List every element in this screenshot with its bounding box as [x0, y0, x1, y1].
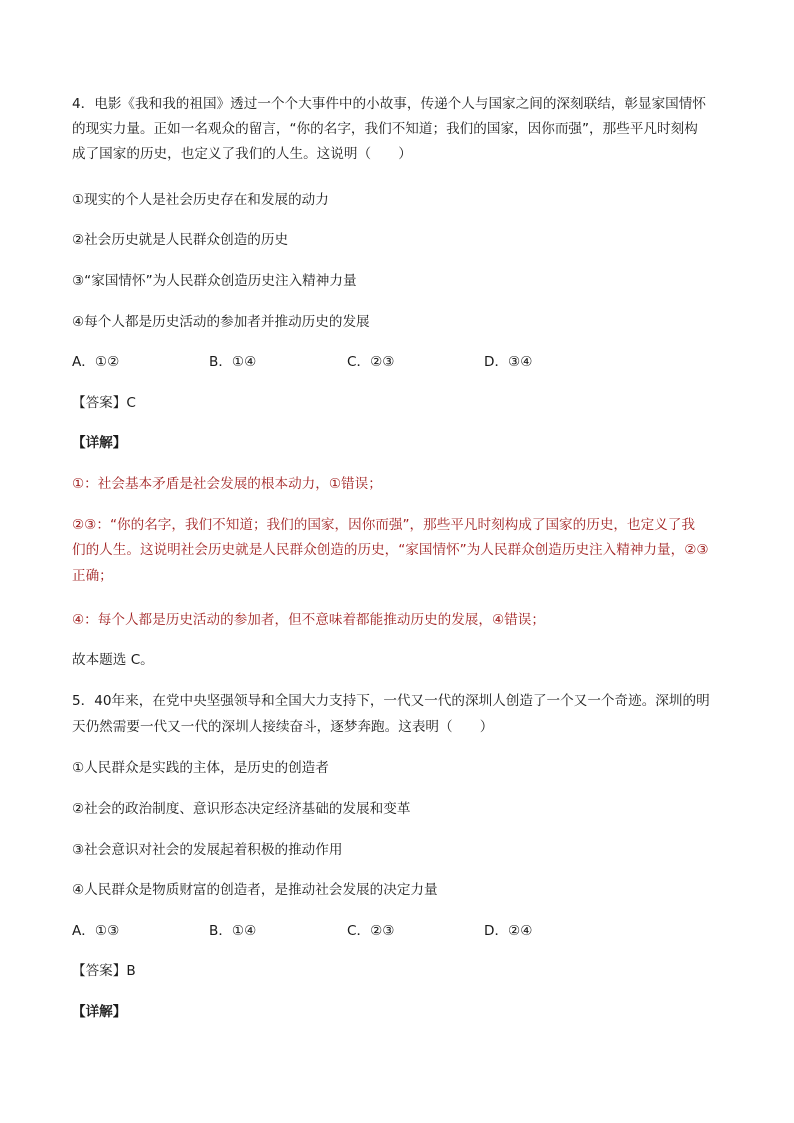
q4-item-1: ①现实的个人是社会历史存在和发展的动力 [72, 192, 329, 208]
q4-option-d: D．③④ [484, 354, 533, 370]
q4-option-a: A．①② [72, 354, 120, 370]
q4-item-4: ④每个人都是历史活动的参加者并推动历史的发展 [72, 314, 370, 330]
q5-answer: 【答案】B [72, 963, 136, 979]
q4-option-b: B．①④ [209, 354, 257, 370]
q4-stem-line-2: 的现实力量。正如一名观众的留言，“你的名字，我们不知道；我们的国家，因你而强”，那些平凡时刻构 [72, 121, 698, 137]
q5-item-1: ①人民群众是实践的主体，是历史的创造者 [72, 760, 329, 776]
q5-option-a: A．①③ [72, 923, 120, 939]
q4-option-c: C．②③ [347, 354, 395, 370]
q4-stem-line-1: 4．电影《我和我的祖国》透过一个个大事件中的小故事，传递个人与国家之间的深刻联结，彰显家国情怀 [72, 96, 706, 112]
q5-item-2: ②社会的政治制度、意识形态决定经济基础的发展和变革 [72, 801, 411, 817]
q5-option-d: D．②④ [484, 923, 533, 939]
q4-analysis-2: ②③：“你的名字，我们不知道；我们的国家，因你而强”，那些平凡时刻构成了国家的历史，也定义了我 [72, 517, 695, 533]
q4-stem-line-3: 成了国家的历史，也定义了我们的人生。这说明（ ） [72, 146, 412, 162]
q4-detail-title: 【详解】 [72, 435, 127, 451]
q4-answer: 【答案】C [72, 395, 136, 411]
q4-conclusion: 故本题选 C。 [72, 652, 154, 668]
q4-item-3: ③“家国情怀”为人民群众创造历史注入精神力量 [72, 273, 357, 289]
q4-analysis-3: 们的人生。这说明社会历史就是人民群众创造的历史，“家国情怀”为人民群众创造历史注入精神力量，②③ [72, 542, 709, 558]
q5-option-c: C．②③ [347, 923, 395, 939]
q5-option-b: B．①④ [209, 923, 257, 939]
q4-analysis-5: ④：每个人都是历史活动的参加者，但不意味着都能推动历史的发展，④错误； [72, 612, 545, 628]
q5-stem-line-2: 天仍然需要一代又一代的深圳人接续奋斗，逐梦奔跑。这表明（ ） [72, 719, 494, 735]
q4-item-2: ②社会历史就是人民群众创造的历史 [72, 232, 289, 248]
q5-detail-title: 【详解】 [72, 1004, 127, 1020]
q4-analysis-4: 正确； [72, 568, 113, 584]
q4-analysis-1: ①：社会基本矛盾是社会发展的根本动力，①错误； [72, 476, 382, 492]
q5-item-3: ③社会意识对社会的发展起着积极的推动作用 [72, 842, 343, 858]
q5-item-4: ④人民群众是物质财富的创造者，是推动社会发展的决定力量 [72, 882, 438, 898]
q5-stem-line-1: 5．40年来，在党中央坚强领导和全国大力支持下，一代又一代的深圳人创造了一个又一个奇迹。深圳的明 [72, 693, 710, 709]
